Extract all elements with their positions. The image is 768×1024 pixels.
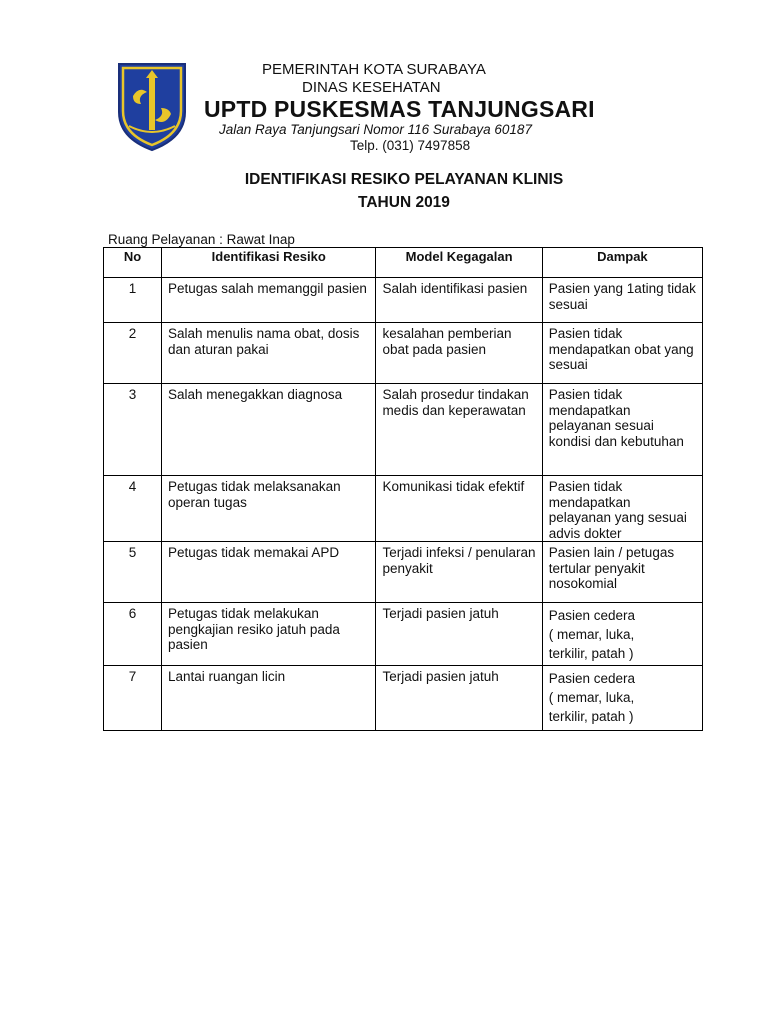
- row-impact: Pasien tidak mendapatkan obat yang sesuai: [542, 323, 702, 384]
- row-model: Terjadi pasien jatuh: [376, 666, 542, 731]
- document-year: TAHUN 2019: [358, 194, 450, 211]
- row-risk: Petugas tidak melaksanakan operan tugas: [162, 476, 376, 542]
- surabaya-city-emblem: [113, 60, 191, 152]
- table-row: [104, 278, 703, 323]
- row-impact: Pasien cedera ( memar, luka, terkilir, patah ): [542, 603, 702, 666]
- table-row: [104, 323, 703, 384]
- header-department: DINAS KESEHATAN: [302, 79, 441, 96]
- header-risk: Identifikasi Resiko: [162, 248, 376, 278]
- row-impact: Pasien tidak mendapatkan pelayanan yang sesuai advis dokter: [542, 476, 702, 542]
- header-failure-mode: Model Kegagalan: [376, 248, 542, 278]
- row-impact: Pasien cedera ( memar, luka, terkilir, patah ): [542, 666, 702, 731]
- header-no: No: [104, 248, 162, 278]
- row-impact: Pasien yang 1ating tidak sesuai: [542, 278, 702, 323]
- header-government: PEMERINTAH KOTA SURABAYA: [262, 61, 486, 78]
- row-risk: Petugas tidak melakukan pengkajian resiko jatuh pada pasien: [162, 603, 376, 666]
- row-model: Terjadi infeksi / penularan penyakit: [376, 542, 542, 603]
- row-risk: Petugas salah memanggil pasien: [162, 278, 376, 323]
- header-phone: Telp. (031) 7497858: [350, 138, 471, 153]
- header-institution: UPTD PUSKESMAS TANJUNGSARI: [204, 96, 595, 122]
- table-row: [104, 603, 703, 666]
- row-no: 3: [104, 384, 162, 476]
- row-risk: Lantai ruangan licin: [162, 666, 376, 731]
- row-no: 2: [104, 323, 162, 384]
- row-no: 7: [104, 666, 162, 731]
- row-no: 5: [104, 542, 162, 603]
- row-model: Komunikasi tidak efektif: [376, 476, 542, 542]
- row-model: Salah prosedur tindakan medis dan keperawatan: [376, 384, 542, 476]
- table-row: [104, 542, 703, 603]
- header-impact: Dampak: [542, 248, 702, 278]
- document-title: IDENTIFIKASI RESIKO PELAYANAN KLINIS: [244, 171, 564, 188]
- table-row: [104, 384, 703, 476]
- row-model: kesalahan pemberian obat pada pasien: [376, 323, 542, 384]
- risk-table: [103, 247, 703, 731]
- header-address: Jalan Raya Tanjungsari Nomor 116 Surabaya 60187: [219, 122, 532, 137]
- table-row: [104, 476, 703, 542]
- row-risk: Salah menulis nama obat, dosis dan aturan pakai: [162, 323, 376, 384]
- row-no: 1: [104, 278, 162, 323]
- row-no: 4: [104, 476, 162, 542]
- row-risk: Petugas tidak memakai APD: [162, 542, 376, 603]
- row-no: 6: [104, 603, 162, 666]
- table-row: [104, 666, 703, 731]
- table-header-row: [104, 248, 703, 278]
- row-impact: Pasien lain / petugas tertular penyakit nosokomial: [542, 542, 702, 603]
- service-room-label: Ruang Pelayanan : Rawat Inap: [108, 232, 295, 247]
- row-risk: Salah menegakkan diagnosa: [162, 384, 376, 476]
- row-impact: Pasien tidak mendapatkan pelayanan sesuai kondisi dan kebutuhan: [542, 384, 702, 476]
- row-model: Terjadi pasien jatuh: [376, 603, 542, 666]
- row-model: Salah identifikasi pasien: [376, 278, 542, 323]
